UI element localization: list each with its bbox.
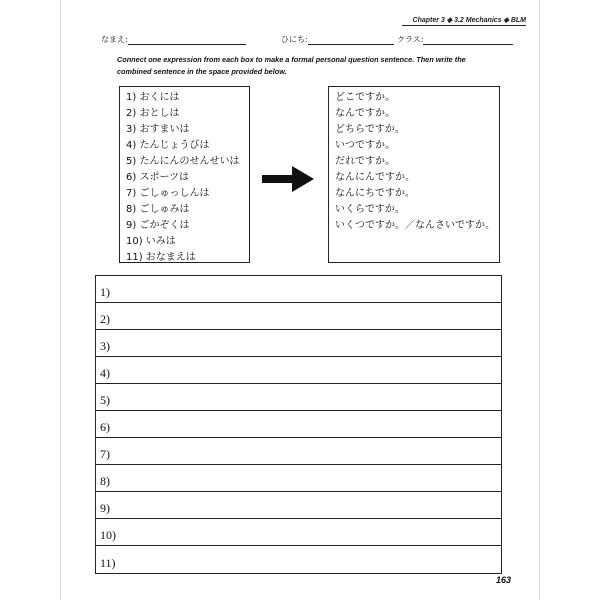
page-number: 163 (496, 575, 512, 585)
right-expression-item: なんにんですか。 (335, 172, 415, 183)
answer-line[interactable] (96, 465, 501, 492)
answer-number: 1) (100, 285, 110, 299)
left-expression-item: 2) おとしは (126, 108, 180, 119)
right-expression-item: いくつですか。／なんさいですか。 (335, 220, 495, 231)
answer-line[interactable] (96, 546, 501, 573)
answer-line[interactable] (96, 357, 501, 384)
left-expression-item: 8) ごしゅみは (126, 204, 190, 215)
name-label: なまえ: (101, 35, 128, 44)
header-rule (402, 25, 526, 26)
name-field[interactable] (128, 36, 246, 45)
answer-line[interactable] (96, 411, 501, 438)
date-field[interactable] (308, 36, 394, 45)
answer-number: 4) (100, 366, 110, 380)
answer-number: 2) (100, 312, 110, 326)
class-field[interactable] (423, 36, 513, 45)
answer-number: 8) (100, 474, 110, 488)
class-label: クラス: (397, 35, 424, 44)
left-expression-item: 10) いみは (126, 236, 176, 247)
left-expression-item: 5) たんにんのせんせいは (126, 156, 240, 167)
left-expression-item: 9) ごかぞくは (126, 220, 190, 231)
answer-area (95, 275, 502, 574)
answer-number: 11) (100, 556, 116, 570)
answer-line[interactable] (96, 384, 501, 411)
student-info-bar (101, 34, 521, 48)
right-expression-item: どこですか。 (335, 92, 395, 103)
answer-line[interactable] (96, 492, 501, 519)
expression-box-right (328, 86, 500, 263)
answer-number: 6) (100, 420, 110, 434)
answer-number: 10) (100, 528, 116, 542)
left-expression-item: 1) おくには (126, 92, 180, 103)
date-label: ひにち: (281, 35, 308, 44)
answer-line[interactable] (96, 303, 501, 330)
answer-line[interactable] (96, 276, 501, 303)
right-expression-list (329, 87, 499, 234)
answer-number: 9) (100, 501, 110, 515)
left-expression-item: 4) たんじょうびは (126, 140, 210, 151)
expression-box-left (119, 86, 250, 263)
right-expression-item: だれですか。 (335, 156, 395, 167)
right-arrow-icon (262, 166, 314, 192)
chapter-header: Chapter 3 ◆ 3.2 Mechanics ◆ BLM (412, 17, 526, 24)
answer-number: 7) (100, 447, 110, 461)
answer-line[interactable] (96, 519, 501, 546)
left-expression-list (120, 87, 249, 266)
right-expression-item: どちらですか。 (335, 124, 405, 135)
answer-line[interactable] (96, 330, 501, 357)
right-expression-item: いつですか。 (335, 140, 395, 151)
answer-number: 3) (100, 339, 110, 353)
left-expression-item: 11) おなまえは (126, 252, 196, 263)
right-expression-item: なんにちですか。 (335, 188, 415, 199)
answer-number: 5) (100, 393, 110, 407)
right-expression-item: なんですか。 (335, 108, 395, 119)
right-expression-item: いくらですか。 (335, 204, 405, 215)
left-expression-item: 6) スポーツは (126, 172, 190, 183)
answer-line[interactable] (96, 438, 501, 465)
left-expression-item: 3) おすまいは (126, 124, 190, 135)
instruction-text: Connect one expression from each box to make a formal personal question sentence. Then write the combined sentence in the space provided below. (117, 55, 466, 76)
left-expression-item: 7) ごしゅっしんは (126, 188, 210, 199)
